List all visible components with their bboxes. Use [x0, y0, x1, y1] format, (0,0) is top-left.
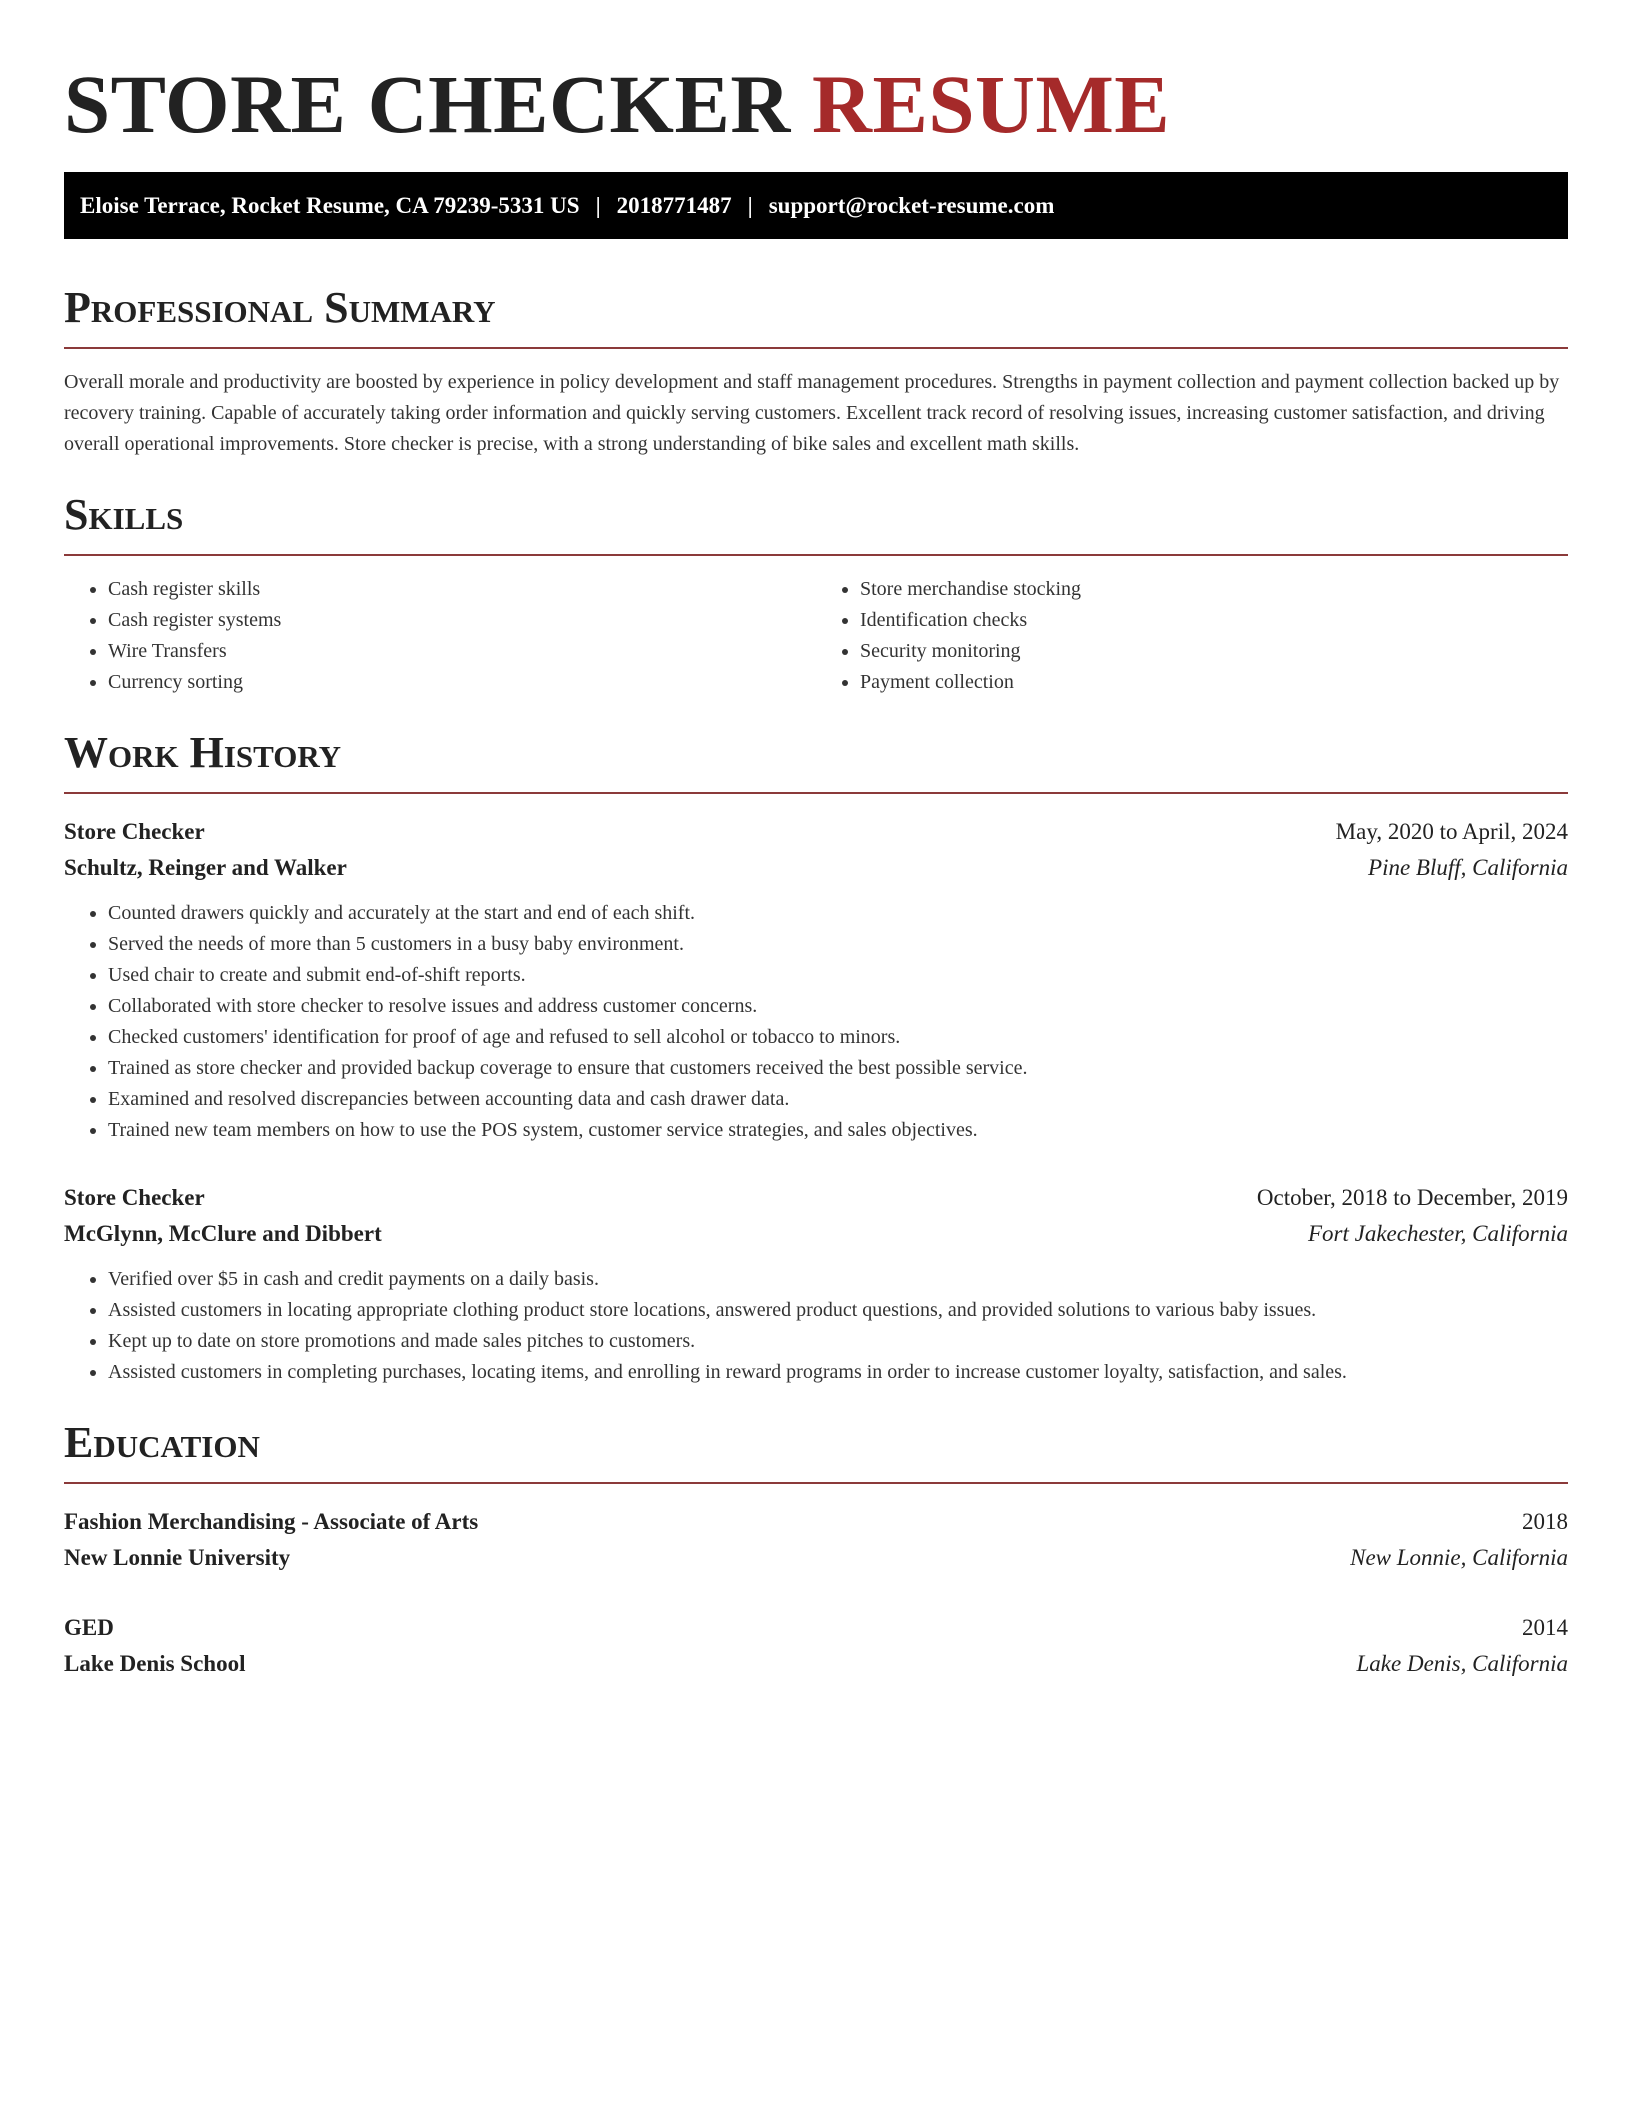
skills-heading: Skills	[64, 490, 184, 539]
job-location: Fort Jakechester, California	[1308, 1221, 1568, 1246]
education-school-row	[64, 1540, 1568, 1576]
education-degree: Fashion Merchandising - Associate of Arts	[64, 1509, 479, 1534]
skill-item: • Payment collection	[860, 667, 1568, 698]
education-year: 2018	[1522, 1509, 1568, 1534]
job-bullet: • Trained new team members on how to use the POS system, customer service strategies, and sales objectives.	[108, 1115, 1568, 1146]
education-school: Lake Denis School	[64, 1651, 246, 1676]
education-heading: Education	[64, 1418, 260, 1467]
job-bullet: • Trained as store checker and provided backup coverage to ensure that customers received the best possible service.	[108, 1053, 1568, 1084]
job-entry	[64, 814, 1568, 1146]
job-dates: October, 2018 to December, 2019	[1256, 1185, 1568, 1210]
skill-item: • Cash register skills	[108, 574, 816, 605]
job-bullet: • Served the needs of more than 5 customers in a busy baby environment.	[108, 929, 1568, 960]
job-bullet: • Assisted customers in completing purchases, locating items, and enrolling in reward programs in order to increase customer loyalty, satisfaction, and sales.	[108, 1357, 1568, 1388]
contact-phone: 2018771487	[616, 192, 732, 218]
job-company: McGlynn, McClure and Dibbert	[64, 1221, 382, 1246]
contact-separator: |	[595, 192, 601, 218]
education-entry	[64, 1504, 1568, 1576]
section-divider	[64, 554, 1568, 556]
job-bullet: • Verified over $5 in cash and credit payments on a daily basis.	[108, 1264, 1568, 1295]
job-bullets	[64, 898, 1568, 1146]
job-bullet: • Assisted customers in locating appropriate clothing product store locations, answered product questions, and provided solutions to various baby issues.	[108, 1295, 1568, 1326]
skills-list-left	[64, 574, 816, 698]
contact-bar	[64, 172, 1568, 239]
job-title: Store Checker	[64, 819, 205, 844]
summary-section	[64, 283, 1568, 460]
job-title: Store Checker	[64, 1185, 205, 1210]
contact-separator: |	[747, 192, 753, 218]
skill-item: • Cash register systems	[108, 605, 816, 636]
job-bullet: • Counted drawers quickly and accurately at the start and end of each shift.	[108, 898, 1568, 929]
contact-email: support@rocket-resume.com	[768, 192, 1055, 218]
job-company-row	[64, 850, 1568, 886]
job-header-row	[64, 814, 1568, 850]
job-dates: May, 2020 to April, 2024	[1335, 819, 1568, 844]
job-bullet: • Used chair to create and submit end-of-shift reports.	[108, 960, 1568, 991]
section-divider	[64, 792, 1568, 794]
job-location: Pine Bluff, California	[1368, 855, 1568, 880]
education-school: New Lonnie University	[64, 1545, 291, 1570]
job-bullet: • Collaborated with store checker to resolve issues and address customer concerns.	[108, 991, 1568, 1022]
skill-item: • Identification checks	[860, 605, 1568, 636]
education-school-row	[64, 1646, 1568, 1682]
summary-heading: Professional Summary	[64, 283, 496, 332]
education-header-row	[64, 1504, 1568, 1540]
title-accent: RESUME	[812, 58, 1171, 150]
summary-text: Overall morale and productivity are boosted by experience in policy development and staff management procedures. Strengths in payment collection and payment collection backed up by recovery training. Capable of accurately taking order information and quickly serving customers. Excellent track record of resolving issues, increasing customer satisfaction, and driving overall operational improvements. Store checker is precise, with a strong understanding of bike sales and excellent math skills.	[64, 371, 1560, 455]
job-entry	[64, 1180, 1568, 1388]
education-section	[64, 1418, 1568, 1682]
job-bullet: • Kept up to date on store promotions and made sales pitches to customers.	[108, 1326, 1568, 1357]
education-degree: GED	[64, 1615, 114, 1640]
section-divider	[64, 347, 1568, 349]
education-location: New Lonnie, California	[1350, 1545, 1568, 1570]
education-year: 2014	[1522, 1615, 1568, 1640]
work-section	[64, 728, 1568, 1388]
skill-item: • Wire Transfers	[108, 636, 816, 667]
education-header-row	[64, 1610, 1568, 1646]
title-main: STORE CHECKER	[64, 58, 791, 150]
skill-item: • Store merchandise stocking	[860, 574, 1568, 605]
job-company: Schultz, Reinger and Walker	[64, 855, 347, 880]
job-bullet: • Examined and resolved discrepancies between accounting data and cash drawer data.	[108, 1084, 1568, 1115]
contact-address: Eloise Terrace, Rocket Resume, CA 79239-5331 US	[80, 192, 580, 218]
job-bullets	[64, 1264, 1568, 1388]
skill-item: • Currency sorting	[108, 667, 816, 698]
skills-section	[64, 490, 1568, 698]
skills-grid	[64, 574, 1568, 698]
section-divider	[64, 1482, 1568, 1484]
skills-list-right	[816, 574, 1568, 698]
skill-item: • Security monitoring	[860, 636, 1568, 667]
job-bullet: • Checked customers' identification for proof of age and refused to sell alcohol or tobacco to minors.	[108, 1022, 1568, 1053]
job-header-row	[64, 1180, 1568, 1216]
work-heading: Work History	[64, 728, 342, 777]
education-location: Lake Denis, California	[1356, 1651, 1568, 1676]
education-entry	[64, 1610, 1568, 1682]
job-company-row	[64, 1216, 1568, 1252]
resume-title	[64, 0, 1568, 150]
